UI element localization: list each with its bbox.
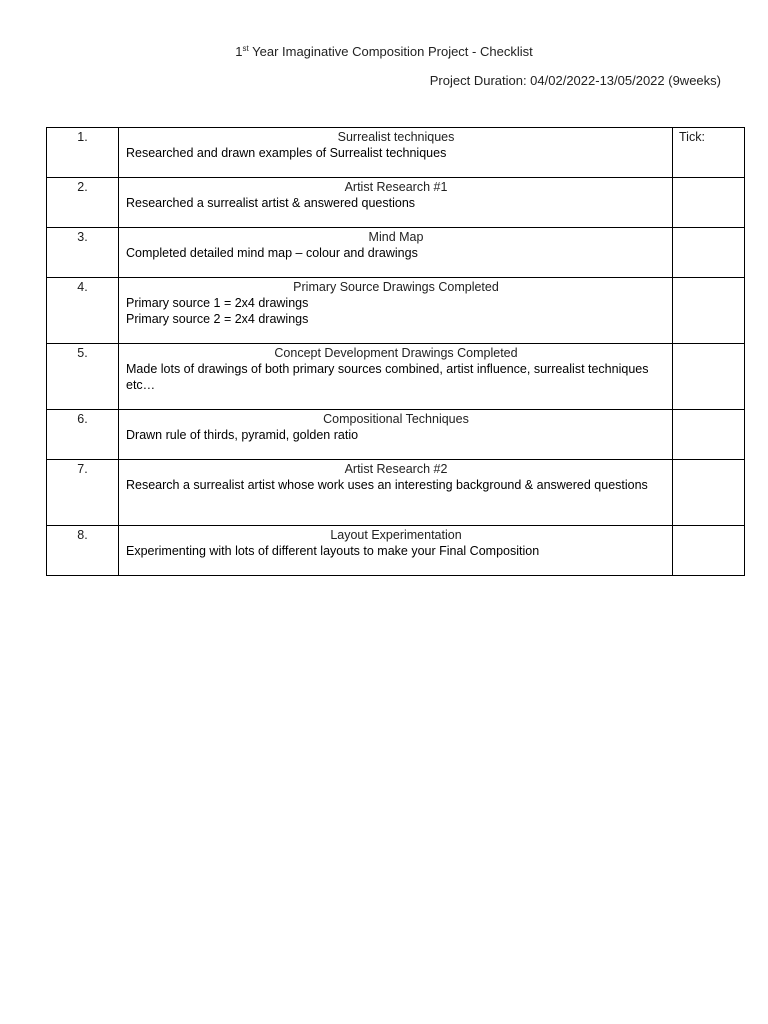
task-description: Researched a surrealist artist & answered questions xyxy=(126,196,416,210)
table-row xyxy=(47,410,745,460)
task-heading: Primary Source Drawings Completed xyxy=(293,280,499,294)
row-number: 6. xyxy=(47,410,119,460)
page-title xyxy=(0,44,768,59)
task-heading: Artist Research #2 xyxy=(344,462,448,476)
task-description: Research a surrealist artist whose work uses an interesting background & answered questions xyxy=(126,478,648,492)
task-heading: Mind Map xyxy=(368,230,424,244)
row-number: 4. xyxy=(47,278,119,344)
table-row xyxy=(47,178,745,228)
tick-cell[interactable] xyxy=(673,178,745,228)
task-cell xyxy=(119,460,673,526)
project-duration: Project Duration: 04/02/2022-13/05/2022 (9weeks) xyxy=(429,73,721,88)
task-heading: Surrealist techniques xyxy=(337,130,455,144)
task-cell xyxy=(119,526,673,576)
task-description: Made lots of drawings of both primary sources combined, artist influence, surrealist techniques etc… xyxy=(126,362,649,392)
table-row xyxy=(47,128,745,178)
row-number: 3. xyxy=(47,228,119,278)
tick-cell[interactable] xyxy=(673,526,745,576)
tick-cell[interactable] xyxy=(673,344,745,410)
tick-cell[interactable] xyxy=(673,460,745,526)
task-cell xyxy=(119,178,673,228)
table-row xyxy=(47,460,745,526)
task-cell xyxy=(119,128,673,178)
row-number: 5. xyxy=(47,344,119,410)
task-cell xyxy=(119,344,673,410)
tick-cell[interactable] xyxy=(673,228,745,278)
title-superscript: st xyxy=(242,44,249,53)
table-row xyxy=(47,526,745,576)
table-row xyxy=(47,228,745,278)
row-number: 2. xyxy=(47,178,119,228)
title-suffix: Year Imaginative Composition Project - Checklist xyxy=(248,44,533,59)
task-description: Researched and drawn examples of Surrealist techniques xyxy=(126,146,447,160)
table-row xyxy=(47,344,745,410)
task-description: Completed detailed mind map – colour and drawings xyxy=(126,246,418,260)
title-prefix: 1 xyxy=(235,44,243,59)
tick-cell[interactable] xyxy=(673,278,745,344)
task-description: Primary source 1 = 2x4 drawings xyxy=(126,296,309,310)
task-cell xyxy=(119,228,673,278)
table-row xyxy=(47,278,745,344)
task-heading: Concept Development Drawings Completed xyxy=(274,346,518,360)
task-description: Drawn rule of thirds, pyramid, golden ratio xyxy=(126,428,359,442)
tick-cell[interactable] xyxy=(673,410,745,460)
row-number: 8. xyxy=(47,526,119,576)
task-cell xyxy=(119,410,673,460)
tick-cell[interactable] xyxy=(673,128,745,178)
row-number: 1. xyxy=(47,128,119,178)
task-description: Primary source 2 = 2x4 drawings xyxy=(126,312,309,326)
task-cell xyxy=(119,278,673,344)
checklist-table xyxy=(46,127,745,576)
task-heading: Compositional Techniques xyxy=(323,412,469,426)
task-heading: Layout Experimentation xyxy=(330,528,462,542)
task-description: Experimenting with lots of different layouts to make your Final Composition xyxy=(126,544,540,558)
tick-header: Tick: xyxy=(679,130,705,144)
row-number: 7. xyxy=(47,460,119,526)
task-heading: Artist Research #1 xyxy=(344,180,448,194)
